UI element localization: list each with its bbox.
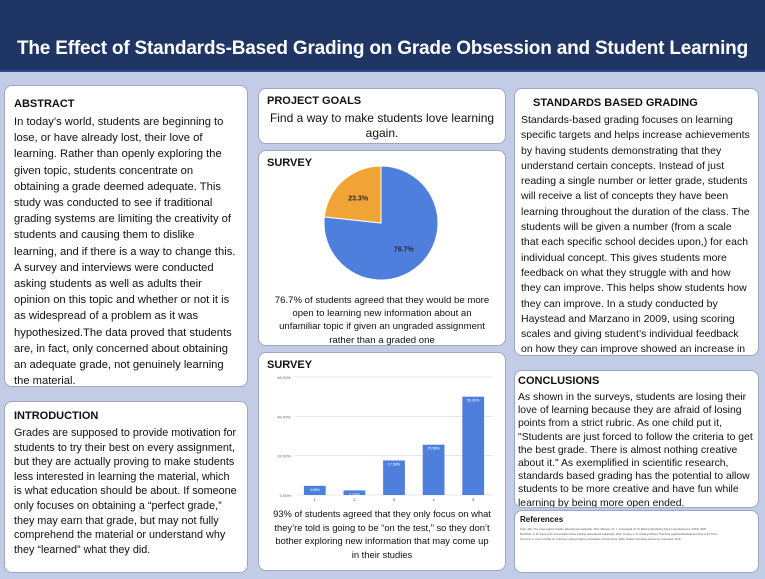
- x-tick-label: 5: [472, 497, 475, 502]
- references-heading: References: [520, 515, 564, 524]
- y-tick-label: 0.00%: [279, 493, 291, 498]
- pie-slice-label: 23.3%: [348, 195, 369, 203]
- x-tick-label: 3: [392, 497, 396, 502]
- x-tick-label: 4: [432, 497, 435, 502]
- survey-pie-caption: 76.7% of students agreed that they would be more open to learning new information about an unfamiliar topic if given an ungraded assignment rather than a graded one: [274, 295, 490, 346]
- bar: [423, 445, 445, 495]
- bar-value-label: 17.58%: [387, 462, 401, 467]
- abstract-panel: [4, 85, 248, 387]
- survey-pie-heading: SURVEY: [267, 157, 313, 169]
- introduction-panel: [4, 401, 248, 573]
- survey-bar-heading: SURVEY: [267, 359, 313, 371]
- standards-panel: [514, 88, 759, 356]
- introduction-heading: INTRODUCTION: [14, 410, 99, 422]
- reference-item: Brookhart, S. M. Starting the Conversation About Grading. Educational Leadership, 2011. Guskey, T. R. Grading Policies That Work Against Standards and How to Fix Them.: [520, 533, 719, 536]
- abstract-heading: ABSTRACT: [14, 98, 75, 110]
- pie-chart: [267, 161, 499, 289]
- abstract-text: In today’s world, students are beginning to lose, or have already lost, their love of learning. Rather than openly exploring the given topic, students concentrate on obtaining a grade deemed adequate. This study was conducted to see if traditional grading systems are limiting the creativity of students and causing them to dislike learning, and if there is a way to change this. A survey and interviews were conducted asking students as well as adults their opinion on this topic and whether or not it is as widespread of a problem as it was hypothesized.The data proved that students are, in fact, only concerned about obtaining an adequate grade, not genuinely learning the material.: [14, 116, 236, 387]
- bar: [462, 397, 484, 495]
- poster-header: [0, 0, 765, 72]
- reference-item: Kohn, Alfie. The Case Against Grades, Educational Leadership, 2011. Marzano, R. J., & Haystead, M. W. Making Standards Useful in the Classroom. ASCD, 2008.: [520, 528, 707, 531]
- x-tick-label: 2: [353, 497, 356, 502]
- reference-item: O'Connor, K. How to Grade for Learning: Linking Grades to Standards. Corwin Press, 2009. Student interviews and survey responses, 2019.: [520, 538, 682, 541]
- y-tick-label: 40.00%: [277, 414, 291, 420]
- bar-value-label: 25.58%: [427, 446, 440, 451]
- bar-value-label: 2.33%: [349, 492, 360, 497]
- bar-value-label: 4.65%: [309, 487, 320, 492]
- project-goals-panel: [258, 88, 506, 144]
- references-panel: [514, 510, 759, 573]
- y-tick-label: 20.00%: [277, 453, 291, 459]
- standards-text: Standards-based grading focuses on learning specific targets and helps increase achievements by having students demonstrating that they understand certain concepts. Instead of just reading a single number or letter grade, students will receive a list of concepts they have been learning throughout the duration of the class. The students will be given a number (from a scale that each specific school decides upon,) for each individual concept. This gives students more feedback on what they struggle with and how they can improve. This helps show students how they can improve. In a study conducted by Haystead and Marzano in 2009, using scoring scales and giving student’s individual feedback on how they can improve showed an increase in: [521, 114, 750, 356]
- bar-value-label: 50.00%: [467, 398, 480, 403]
- conclusions-heading: CONCLUSIONS: [518, 375, 600, 387]
- conclusions-panel: [514, 370, 759, 508]
- conclusions-text: As shown in the surveys, students are losing their love of learning because they are afraid of losing points from a strict rubric. As one child put it, "Students are just forced to follow the criteria to get the best grade. There is almost nothing creative about it." As exemplified in scientific research, standards based grading has the potential to allow students to be more creative and have fun while learning by being more open ended.: [518, 392, 753, 508]
- survey-bar-panel: [258, 352, 506, 571]
- pie-slice: [324, 166, 381, 223]
- x-tick-label: 1: [313, 497, 316, 502]
- project-goals-heading: PROJECT GOALS: [267, 95, 362, 107]
- pie-slice-label: 76.7%: [393, 246, 414, 254]
- survey-bar-caption: 93% of students agreed that they only focus on what they’re told is going to be “on the test,” so they don’t bother exploring new information that may come up in their studies: [273, 508, 491, 560]
- y-tick-label: 60.00%: [277, 375, 291, 380]
- survey-pie-panel: [258, 150, 506, 346]
- standards-heading: STANDARDS BASED GRADING: [533, 97, 698, 109]
- poster-title: The Effect of Standards-Based Grading on Grade Obsession and Student Learning: [17, 38, 748, 59]
- project-goals-text: Find a way to make students love learning again.: [269, 111, 495, 140]
- introduction-text: Grades are supposed to provide motivation for students to try their best on every assignment, but they are actually proving to make students less interested in learning the material, which is what education should be about. If someone only focuses on obtaining a “perfect grade,” they may earn that grade, but may not fully comprehend the material or understand why they “learned” what they did.: [14, 427, 237, 556]
- bar-chart: [265, 373, 497, 503]
